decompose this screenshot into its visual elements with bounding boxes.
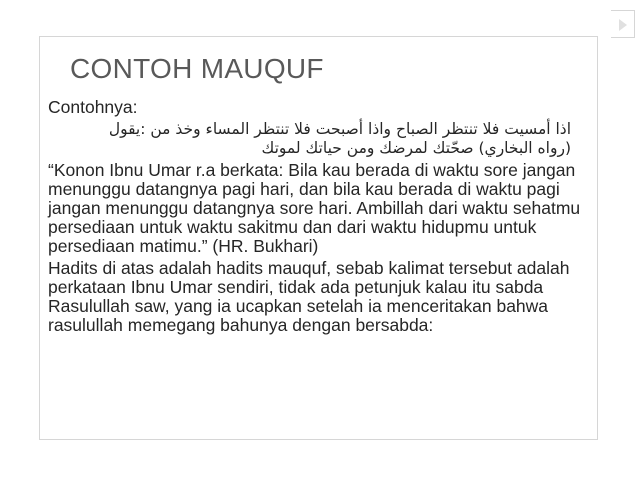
arabic-hadith-text [48, 120, 593, 158]
chevron-right-icon [617, 18, 629, 32]
arabic-line-2: (رواه البخاري) صحّتك لمرضك ومن حياتك لموتك [261, 139, 571, 157]
arabic-line-1: اذا أمسيت فلا تنتظر الصباح واذا أصبحت فلا تنتظر المساء وخذ من :يقول [108, 120, 571, 138]
translation-quote: “Konon Ibnu Umar r.a berkata: Bila kau berada di waktu sore jangan menunggu datangnya pagi hari, dan bila kau berada di waktu pagi jangan menunggu datangnya sore hari. Ambillah dari waktu sehatmu persediaan untuk waktu sakitmu dan dari waktu hidupmu untuk persediaan matimu.” (HR. Bukhari) [48, 160, 581, 256]
slide-title: CONTOH MAUQUF [70, 53, 324, 84]
slide-body [48, 98, 593, 335]
explanation-paragraph: Hadits di atas adalah hadits mauquf, sebab kalimat tersebut adalah perkataan Ibnu Umar sendiri, tidak ada petunjuk kalau itu sabda Rasulullah saw, yang ia ucapkan setelah ia menceritakan bahwa rasulullah memegang bahunya dengan bersabda: [48, 258, 570, 335]
example-label: Contohnya: [48, 97, 138, 117]
slide-nav-tab[interactable] [611, 10, 635, 38]
